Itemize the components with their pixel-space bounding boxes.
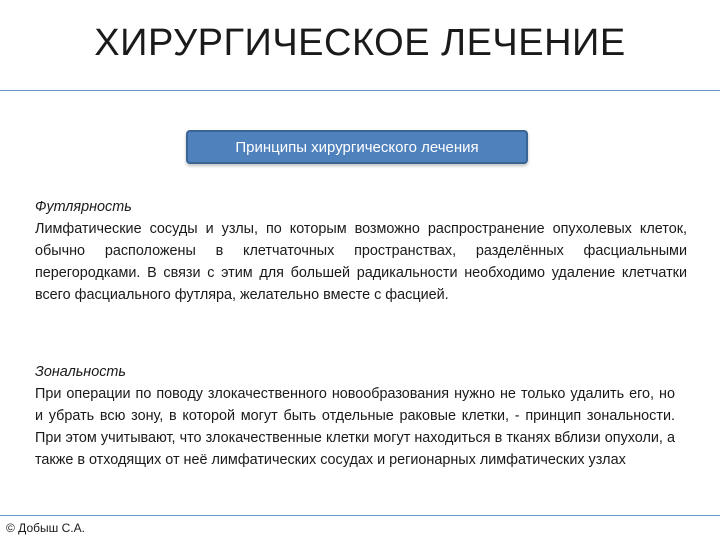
principles-label: Принципы хирургического лечения [235,138,479,156]
section-body: Лимфатические сосуды и узлы, по которым возможно распространение опухолевых клеток, обычно расположены в клетчаточных пространствах, разделённых фасциальными перегородками. В связи с этим для большей радикальности необходимо удаление клетчатки всего фасциального футляра, желательно вместе с фасцией. [35,221,687,303]
section-heading: Футлярность [35,199,132,215]
title-divider [0,90,720,91]
slide-title: ХИРУРГИЧЕСКОЕ ЛЕЧЕНИЕ [94,22,626,64]
section-zonalnost [35,361,675,471]
section-heading: Зональность [35,364,126,380]
principles-label-box [186,130,528,164]
section-futlyarnost [35,196,687,306]
footer-divider [0,515,720,516]
section-body: При операции по поводу злокачественного новообразования нужно не только удалить его, но и убрать всю зону, в которой могут быть отдельные раковые клетки, - принцип зональности. При этом учитывают, что злокачественные клетки могут находиться в тканях вблизи опухоли, а также в отходящих от неё лимфатических сосудах и регионарных лимфатических узлах [35,386,675,468]
footer-copyright: © Добыш С.А. [6,521,85,535]
